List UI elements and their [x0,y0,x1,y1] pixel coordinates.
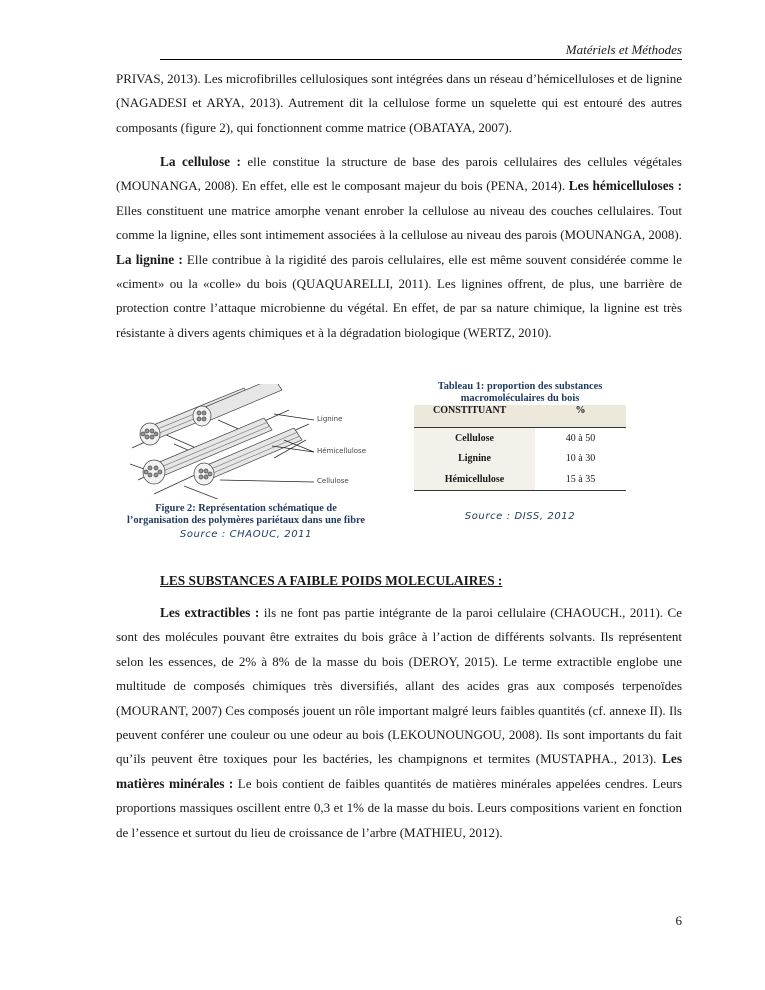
paragraph-macromolecules [116,150,682,345]
term-matieres-minerales: Les matières minérales : [116,751,682,791]
cell-percent: 40 à 50 [565,432,596,444]
cell-constituant: Hémicellulose [414,469,535,490]
cell-constituant: Lignine [414,449,535,470]
table-caption-line2: macromoléculaires du bois [460,392,580,404]
text-hemicelluloses: Elles constituent une matrice amorphe venant enrober la cellulose au niveau des couches cellulaires. Tout comme la lignine, elles sont intimement associées à la cellulose au niveau des parois (MOUNANGA, 2008). [116,202,682,243]
label-cellulose: Cellulose [317,477,349,485]
text-matieres-minerales: Le bois contient de faibles quantités de matières minérales appelées cendres. Leurs proportions massiques oscillent entre 0,3 et 1% de la masse du bois. Leurs compositions varient en fonction de l’essence et surtout du lieu de croissance de l’arbre (MATHIEU, 2012). [116,775,683,840]
term-lignine: La lignine : [116,251,183,267]
cell-percent: 10 à 30 [565,453,596,465]
label-hemicellulose: Hémicellulose [317,447,366,455]
paragraph-low-weight-substances [116,601,682,845]
table-caption [414,381,626,404]
table-caption-line1: Tableau 1: proportion des substances [437,381,603,392]
text-lignine: Elle contribue à la rigidité des parois cellulaires, elle est même souvent considérée comme le «ciment» ou la «colle» du bois (QUAQUARELLI, 2011). Les lignines offrent, de plus, une barrière de protection contre l’attaque microbienne du végétal. En effet, de par sa nature chimique, la lignine est très résistante à divers agents chimiques et à la dégradation biologique (WERTZ, 2010). [116,251,682,340]
header-percent: % [535,405,626,428]
header-rule [160,59,682,60]
cell-constituant: Cellulose [414,428,535,449]
table-source: Source : DISS, 2012 [464,511,576,522]
figure-caption-line2: l’organisation des polymères pariétaux dans une fibre [126,515,366,526]
figure-caption [108,503,384,527]
text-extractibles: ils ne font pas partie intégrante de la paroi cellulaire (CHAOUCH., 2011). Ce sont des molécules pouvant être extraites du bois grâce à l’action de différents solvants. Ils représentent selon les essences, de 2% à 8% de la masse du bois (DEROY, 2015). Le terme extractible englobe une multitude de composés chimiques très diversifiés, allant des acides gras aux composés terpenoïdes (MOURANT, 2007) Ces composés jouent un rôle important malgré leurs faibles quantités (cf. annexe II). Ils peuvent conférer une couleur ou une odeur au bois (LEKOUNOUNGOU, 2008). Ils sont importants du fait qu’ils peuvent être toxiques pour les bactéries, les champignons et termites (MUSTAPHA., 2013). [116,605,682,767]
term-hemicelluloses: Les hémicelluloses : [568,178,682,194]
term-cellulose: La cellulose : [160,154,241,169]
label-lignine: Lignine [317,415,343,423]
running-header: Matériels et Méthodes [565,42,682,57]
figure-caption-line1: Figure 2: Représentation schématique de [155,503,337,514]
text-cellulose: elle constitue la structure de base des parois cellulaires des cellules végétales (MOUNANGA, 2008). En effet, elle est le composant majeur du bois (PENA, 2014). [116,154,682,194]
table-row [414,469,626,490]
table-header-row [414,405,626,428]
figure-fiber-schematic [124,384,369,499]
page-number: 6 [675,913,682,928]
composition-table [414,405,626,491]
cell-percent: 15 à 35 [535,469,626,490]
table-row [414,449,626,470]
header-constituant: CONSTITUANT [414,405,535,428]
section-heading: LES SUBSTANCES A FAIBLE POIDS MOLECULAIRES : [160,573,503,588]
paragraph-intro: PRIVAS, 2013). Les microfibrilles cellulosiques sont intégrées dans un réseau d’hémicelluloses et de lignine (NAGADESI et ARYA, 2013). Autrement dit la cellulose forme un squelette qui est entouré des autres composants (figure 2), qui fonctionnent comme matrice (OBATAYA, 2007). [116,71,682,135]
table-row [414,428,626,449]
term-extractibles: Les extractibles : [160,605,260,620]
figure-source: Source : CHAOUC, 2011 [179,529,313,540]
